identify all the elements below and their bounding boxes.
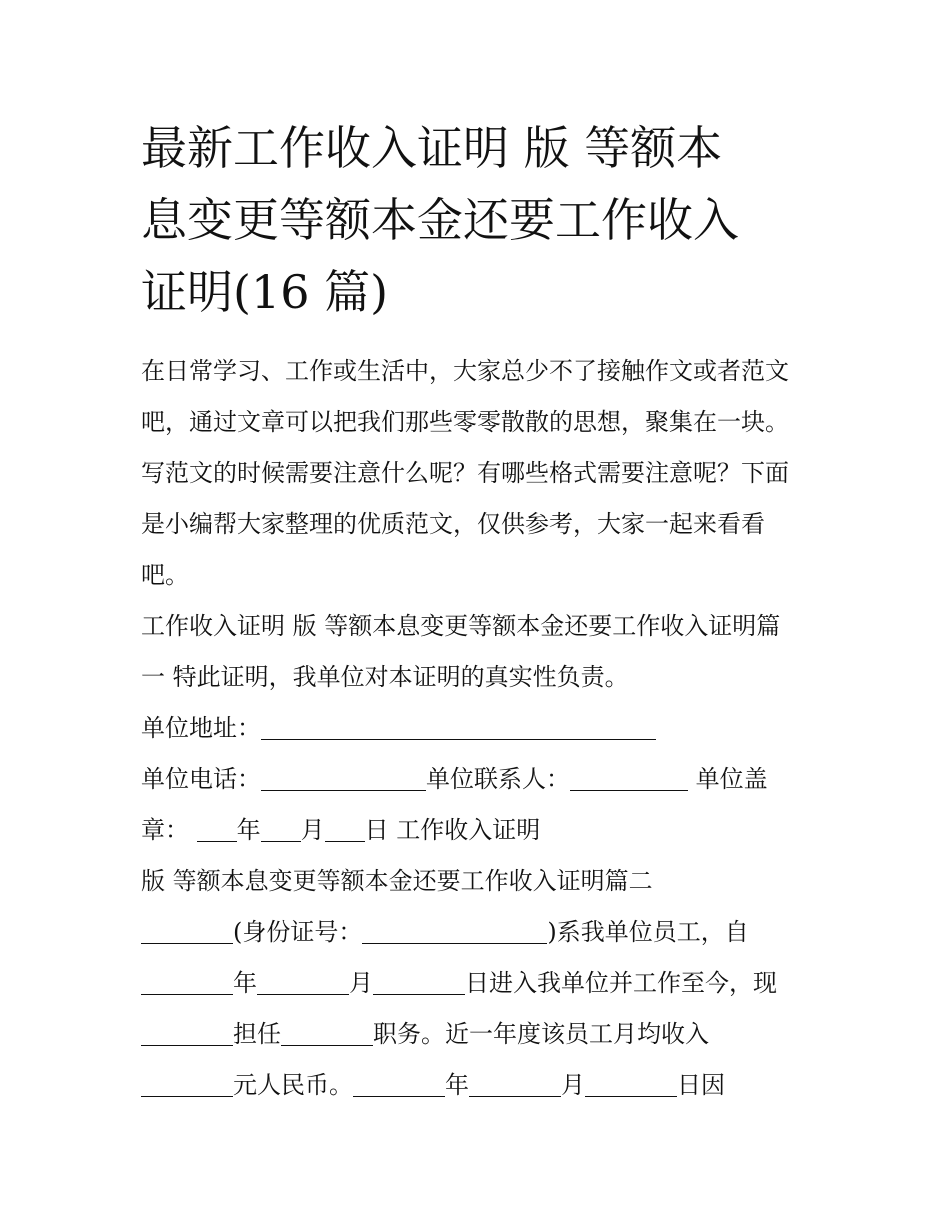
year-label: 年 [445, 1071, 469, 1099]
section-line: 一 特此证明，我单位对本证明的真实性负责。 [141, 663, 629, 691]
month-blank[interactable] [261, 811, 301, 842]
position-line [141, 1009, 821, 1060]
duty-text: 职务。近一年度该员工月均收入 [373, 1020, 709, 1048]
join-text: 日进入我单位并工作至今，现 [465, 969, 777, 997]
employee-name-blank[interactable] [141, 913, 233, 944]
intro-line: 吧，通过文章可以把我们那些零零散散的思想，聚集在一块。 [141, 408, 789, 436]
year-blank[interactable] [197, 811, 237, 842]
id-number-blank[interactable] [362, 913, 547, 944]
join-date-line [141, 958, 821, 1009]
section-two-heading: 版 等额本息变更等额本金还要工作收入证明篇二 [141, 867, 653, 895]
intro-line: 吧。 [141, 561, 189, 589]
unit-phone-blank[interactable] [261, 760, 426, 791]
month-label: 月 [561, 1071, 585, 1099]
reason-day-blank[interactable] [585, 1066, 677, 1097]
position-blank[interactable] [281, 1015, 373, 1046]
rmb-text: 元人民币。 [233, 1071, 353, 1099]
seal-date-line [141, 805, 821, 856]
unit-address-line [141, 703, 821, 754]
section-one [141, 601, 821, 703]
title-line: 证明(16 篇) [141, 265, 389, 319]
department-blank[interactable] [141, 1015, 233, 1046]
join-year-blank[interactable] [141, 964, 233, 995]
day-because-text: 日因 [677, 1071, 725, 1099]
intro-line: 是小编帮大家整理的优质范文，仅供参考，大家一起来看看 [141, 510, 765, 538]
seal-label-cont: 章： [141, 816, 189, 844]
unit-phone-line [141, 754, 821, 805]
intro-paragraph [141, 346, 821, 601]
unit-address-label: 单位地址： [141, 714, 261, 742]
year-label: 年 [236, 816, 261, 844]
join-month-blank[interactable] [257, 964, 349, 995]
title-line: 最新工作收入证明 版 等额本 [141, 121, 723, 175]
year-label: 年 [233, 969, 257, 997]
unit-phone-label: 单位电话： [141, 765, 261, 793]
join-day-blank[interactable] [373, 964, 465, 995]
unit-contact-blank[interactable] [570, 760, 688, 791]
unit-address-blank[interactable] [261, 709, 656, 740]
reason-year-blank[interactable] [353, 1066, 445, 1097]
intro-line: 写范文的时候需要注意什么呢？有哪些格式需要注意呢？下面 [141, 459, 789, 487]
serve-label: 担任 [233, 1020, 281, 1048]
income-blank[interactable] [141, 1066, 233, 1097]
title-line: 息变更等额本金还要工作收入 [141, 193, 739, 247]
reason-month-blank[interactable] [469, 1066, 561, 1097]
id-open-label: (身份证号： [233, 918, 363, 946]
document-page [141, 112, 821, 1111]
unit-contact-label: 单位联系人： [426, 765, 570, 793]
month-label: 月 [300, 816, 325, 844]
intro-line: 在日常学习、工作或生活中，大家总少不了接触作文或者范文 [141, 357, 789, 385]
id-close-label: )系我单位员工，自 [547, 918, 749, 946]
day-label: 日 工作收入证明 [364, 816, 541, 844]
employee-id-line [141, 907, 821, 958]
day-blank[interactable] [325, 811, 365, 842]
month-label: 月 [349, 969, 373, 997]
document-title [141, 112, 821, 328]
section-line: 工作收入证明 版 等额本息变更等额本金还要工作收入证明篇 [141, 612, 781, 640]
unit-seal-label: 单位盖 [688, 765, 768, 793]
income-line [141, 1060, 821, 1111]
